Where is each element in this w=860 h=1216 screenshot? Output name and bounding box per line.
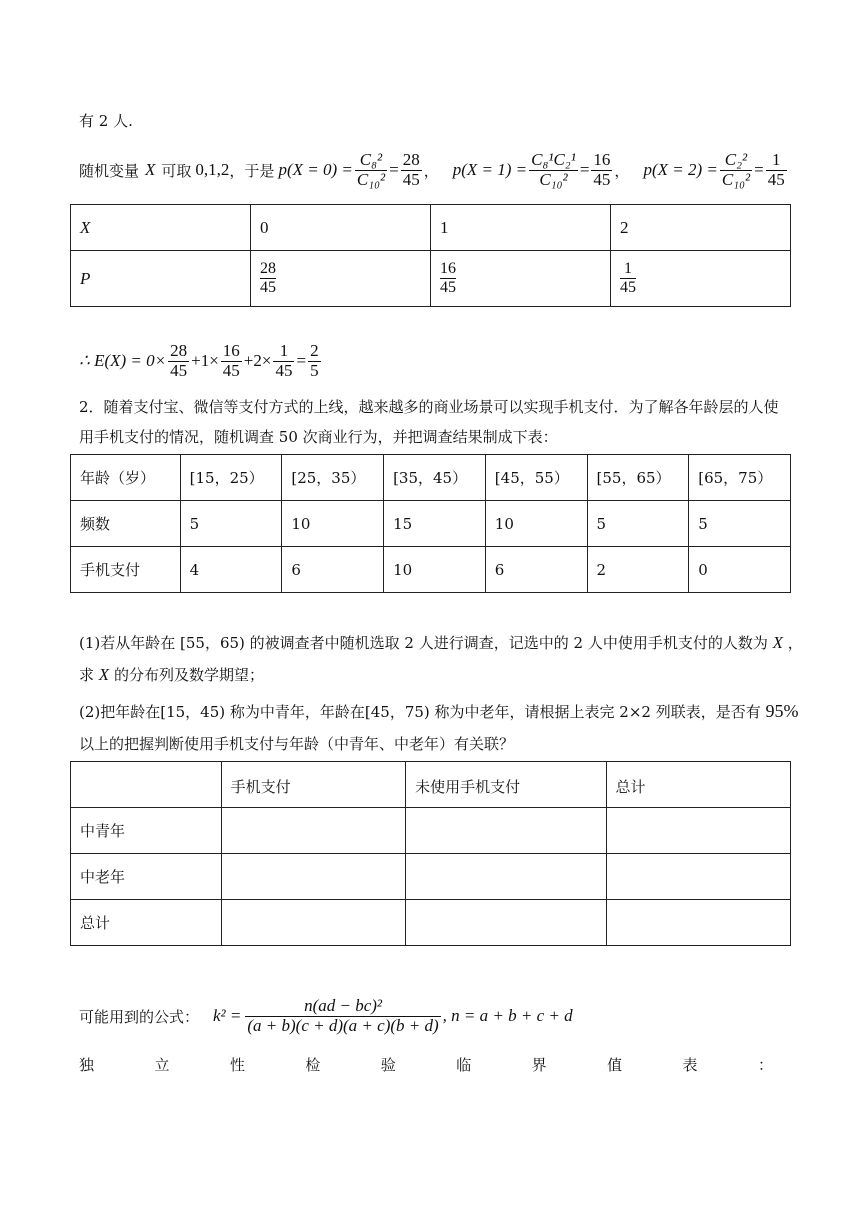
- p0-lhs: p(X = 0) =: [278, 160, 353, 179]
- formula-tail: , n = a + b + c + d: [442, 1006, 573, 1025]
- table-cell: 2: [587, 547, 689, 593]
- p1-fraction: $\frac{\text{C₈¹C₂¹}}{\text{C₁₀²}}$: [531, 149, 576, 189]
- contingency-table: [70, 761, 791, 946]
- sep: ，: [614, 161, 630, 180]
- char: 值: [607, 1056, 623, 1074]
- table-cell: [35，45）: [384, 455, 486, 501]
- table-cell: 手机支付: [221, 762, 405, 808]
- eq: =: [579, 160, 590, 179]
- char: 界: [531, 1056, 547, 1074]
- text: 随机变量: [79, 161, 140, 180]
- fraction: $\frac{1}{45}$: [275, 340, 293, 380]
- table-cell: X: [71, 205, 251, 251]
- expectation-line: [79, 338, 323, 384]
- table-cell: 10: [384, 547, 486, 593]
- formula-line: [79, 988, 573, 1044]
- age-table: [70, 454, 791, 593]
- table-cell: [406, 808, 606, 854]
- table-cell: 10: [282, 501, 384, 547]
- char: 性: [229, 1056, 245, 1074]
- p0-fraction: $\frac{\text{C₈²}}{\text{C₁₀²}}$: [356, 149, 386, 189]
- critical-value-heading: [79, 1054, 773, 1075]
- text: 求: [79, 666, 95, 684]
- char: 临: [456, 1056, 472, 1074]
- text: ，于是: [229, 161, 275, 180]
- p1-lhs: p(X = 1) =: [452, 160, 528, 179]
- table-row: [71, 808, 791, 854]
- var-x: X: [772, 633, 783, 652]
- table-cell: [606, 808, 791, 854]
- problem2-line2: 用手机支付的情况，随机调查 50 次商业行为，并把调查结果制成下表：: [79, 428, 558, 446]
- table-row: [71, 854, 791, 900]
- var-x: X: [98, 665, 110, 684]
- text: (2)把年龄在[15，45) 称为中青年，年龄在[45，75) 称为中老年，请根据上表完 2×2 列联表，是否有: [79, 703, 761, 721]
- table-cell: [71, 762, 222, 808]
- table-cell: 5: [180, 501, 282, 547]
- table-cell: 中老年: [71, 854, 222, 900]
- char: 立: [154, 1056, 170, 1074]
- table-cell: 2: [611, 205, 791, 251]
- char: 检: [305, 1056, 321, 1074]
- values: 0,1,2: [195, 160, 230, 179]
- percent: 95%: [765, 701, 799, 721]
- p0-result: $\frac{28}{45}$: [402, 149, 420, 189]
- table-cell: 5: [689, 501, 791, 547]
- op: +2×: [243, 351, 272, 370]
- table-cell: [221, 854, 405, 900]
- table-row: [71, 762, 791, 808]
- q2-line2: 以上的把握判断使用手机支付与年龄（中青年、中老年）有关联？: [79, 735, 515, 753]
- table-cell: $\frac{16}{45}$: [431, 251, 611, 307]
- formula-lhs: k² =: [213, 1006, 242, 1025]
- table-cell: 4: [180, 547, 282, 593]
- table-cell: [45，55）: [485, 455, 587, 501]
- eq: =: [296, 351, 307, 370]
- table-cell: [406, 900, 606, 946]
- table-row: [71, 547, 791, 593]
- table-cell: 总计: [606, 762, 791, 808]
- table-cell: [55，65）: [587, 455, 689, 501]
- p2-lhs: p(X = 2) =: [643, 160, 718, 179]
- table-cell: [65，75）: [689, 455, 791, 501]
- table-cell: [606, 854, 791, 900]
- p2-fraction: $\frac{\text{C₂²}}{\text{C₁₀²}}$: [721, 149, 751, 189]
- char: 验: [380, 1056, 396, 1074]
- distribution-table: [70, 204, 791, 307]
- text-line-1: 有 2 人.: [79, 112, 133, 130]
- table-row: [71, 455, 791, 501]
- table-cell: P: [71, 251, 251, 307]
- table-cell: $\frac{28}{45}$: [251, 251, 431, 307]
- formula-label: 可能用到的公式：: [79, 1007, 200, 1026]
- char: 表: [682, 1056, 698, 1074]
- var-x: X: [145, 160, 156, 179]
- p1-result: $\frac{16}{45}$: [593, 149, 611, 189]
- q1-line1: [79, 632, 803, 653]
- text: ，: [787, 634, 803, 652]
- table-cell: 0: [689, 547, 791, 593]
- formula-fraction: $\frac{\text{n(ad − bc)²}}{(a + b)(c + d)(a + c)(b + d)}$: [247, 995, 439, 1035]
- table-cell: [606, 900, 791, 946]
- table-row: [71, 251, 791, 307]
- table-cell: 中青年: [71, 808, 222, 854]
- table-cell: [15，25）: [180, 455, 282, 501]
- table-cell: 0: [251, 205, 431, 251]
- table-row: [71, 900, 791, 946]
- table-cell: $\frac{1}{45}$: [611, 251, 791, 307]
- p2-result: $\frac{1}{45}$: [767, 149, 785, 189]
- table-cell: [406, 854, 606, 900]
- fraction: $\frac{16}{45}$: [222, 340, 240, 380]
- table-cell: 未使用手机支付: [406, 762, 606, 808]
- text: 可取: [161, 161, 192, 180]
- expectation-lhs: ∴ E(X) = 0×: [79, 351, 167, 370]
- table-cell: 6: [282, 547, 384, 593]
- table-row: [71, 501, 791, 547]
- table-row: [71, 205, 791, 251]
- table-cell: 6: [485, 547, 587, 593]
- char: 独: [79, 1056, 95, 1074]
- q1-line2: [79, 664, 264, 685]
- table-cell: 手机支付: [71, 547, 181, 593]
- text: (1)若从年龄在 [55，65) 的被调查者中随机选取 2 人进行调查，记选中的 2 人中使用手机支付的人数为: [79, 634, 768, 652]
- eq: =: [389, 160, 399, 179]
- op: +1×: [191, 351, 219, 370]
- q2-line1: [79, 701, 799, 722]
- fraction: $\frac{2}{5}$: [310, 340, 319, 380]
- table-cell: [221, 900, 405, 946]
- problem2-line1: 2．随着支付宝、微信等支付方式的上线，越来越多的商业场景可以实现手机支付．为了解各年龄层的人使: [79, 398, 779, 416]
- probability-line: [79, 150, 789, 190]
- table-cell: 总计: [71, 900, 222, 946]
- table-cell: 15: [384, 501, 486, 547]
- table-cell: [221, 808, 405, 854]
- table-cell: 10: [485, 501, 587, 547]
- sep: ，: [423, 161, 439, 180]
- table-cell: [25，35）: [282, 455, 384, 501]
- table-cell: 5: [587, 501, 689, 547]
- table-cell: 1: [431, 205, 611, 251]
- char: ：: [757, 1056, 773, 1074]
- text: 的分布列及数学期望；: [113, 666, 264, 684]
- table-cell: 年龄（岁）: [71, 455, 181, 501]
- fraction: $\frac{28}{45}$: [170, 340, 188, 380]
- table-cell: 频数: [71, 501, 181, 547]
- eq: =: [754, 160, 764, 179]
